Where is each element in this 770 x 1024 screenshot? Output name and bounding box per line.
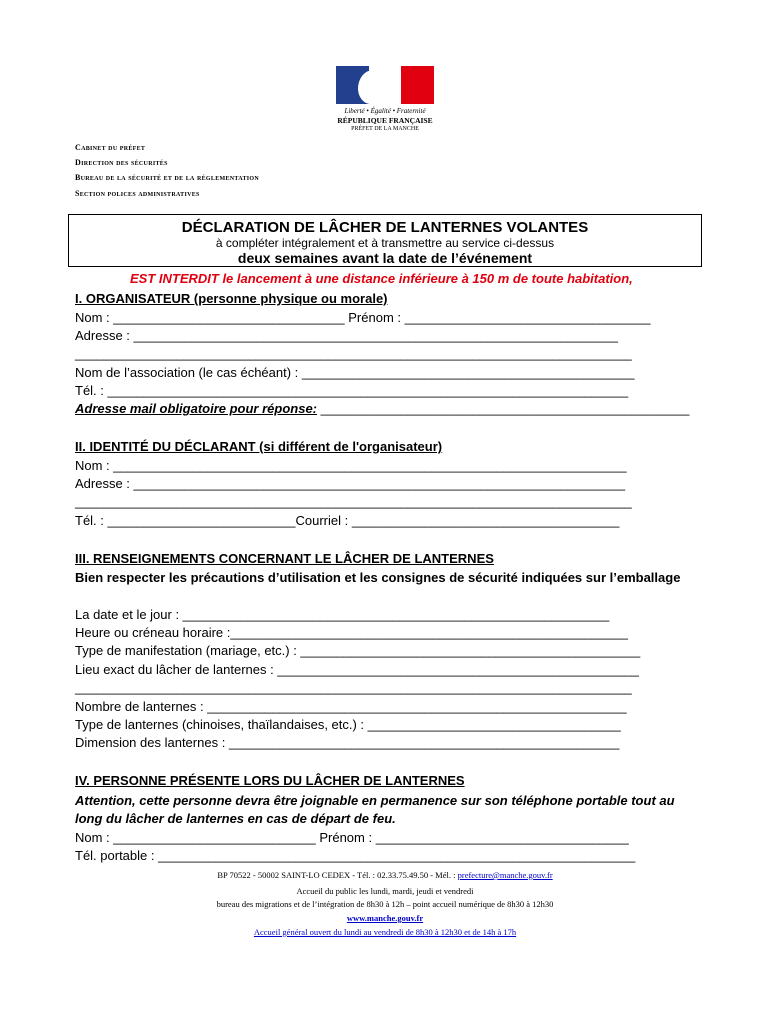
- declarant-name-field[interactable]: Nom : _______________________________________________________________________: [75, 458, 627, 473]
- marianne-flag-icon: [336, 66, 434, 104]
- present-person-phone-field[interactable]: Tél. portable : __________________________________________________________________: [75, 848, 636, 863]
- present-person-name-field[interactable]: Nom : ____________________________ Prénom : ___________________________________: [75, 830, 629, 845]
- email-label: Adresse mail obligatoire pour réponse:: [75, 401, 317, 416]
- event-type-field[interactable]: Type de manifestation (mariage, etc.) : _______________________________________________: [75, 643, 641, 658]
- title-box: [68, 214, 702, 267]
- logo-motto: Liberté • Égalité • Fraternité: [344, 107, 426, 115]
- admin-section: Section polices administratives: [75, 189, 200, 198]
- footer-public-hours: Accueil du public les lundi, mardi, jeudi et vendredi: [296, 886, 474, 896]
- event-date-field[interactable]: La date et le jour : ___________________________________________________________: [75, 607, 610, 622]
- admin-bureau: Bureau de la sécurité et de la réglementation: [75, 173, 259, 182]
- organizer-address-cont-field[interactable]: _____________________________________________________________________________: [75, 346, 632, 361]
- declarant-phone-email-field[interactable]: Tél. : __________________________Courriel : _____________________________________: [75, 513, 620, 528]
- general-hours-link[interactable]: Accueil général ouvert du lundi au vendredi de 8h30 à 12h30 et de 14h à 17h: [253, 927, 517, 937]
- release-location-cont-field[interactable]: _____________________________________________________________________________: [75, 680, 632, 695]
- admin-cabinet: Cabinet du préfet: [75, 143, 146, 152]
- section-3-heading: III. RENSEIGNEMENTS CONCERNANT LE LÂCHER DE LANTERNES: [75, 551, 494, 566]
- logo-prefect: PRÉFET DE LA MANCHE: [351, 126, 419, 132]
- organizer-phone-field[interactable]: Tél. : ________________________________________________________________________: [75, 383, 629, 398]
- form-title: DÉCLARATION DE LÂCHER DE LANTERNES VOLANTES: [181, 219, 589, 236]
- declarant-address-cont-field[interactable]: _____________________________________________________________________________: [75, 494, 632, 509]
- section-3-note: Bien respecter les précautions d’utilisation et les consignes de sécurité indiquées sur l’emballage: [75, 570, 681, 585]
- form-subtitle: à compléter intégralement et à transmettre au service ci-dessus: [215, 236, 555, 250]
- prefecture-logo: [334, 66, 436, 134]
- organizer-email-field[interactable]: [75, 401, 689, 416]
- association-name-field[interactable]: Nom de l’association (le cas échéant) : ______________________________________________: [75, 365, 635, 380]
- footer-general-hours: [0, 927, 770, 937]
- footer-migration: bureau des migrations et de l’intégration de 8h30 à 12h – point accueil numérique de 8h30 à 12h30: [216, 899, 554, 909]
- footer-address: [0, 870, 770, 880]
- lantern-type-field[interactable]: Type de lanternes (chinoises, thaïlandaises, etc.) : ___________________________________: [75, 717, 621, 732]
- organizer-address-field[interactable]: Adresse : ___________________________________________________________________: [75, 328, 618, 343]
- lantern-dimension-field[interactable]: Dimension des lanternes : ______________________________________________________: [75, 735, 620, 750]
- section-2-heading: II. IDENTITÉ DU DÉCLARANT (si différent de l'organisateur): [75, 439, 443, 454]
- admin-direction: Direction des sécurités: [75, 158, 168, 167]
- website-link[interactable]: www.manche.gouv.fr: [346, 913, 424, 923]
- logo-republic: RÉPUBLIQUE FRANÇAISE: [337, 116, 433, 125]
- email-line: ___________________________________________________: [317, 401, 690, 416]
- release-location-field[interactable]: Lieu exact du lâcher de lanternes : __________________________________________________: [75, 662, 639, 677]
- footer-email-link[interactable]: prefecture@manche.gouv.fr: [457, 870, 553, 880]
- time-slot-field[interactable]: Heure ou créneau horaire :_______________________________________________________: [75, 625, 629, 640]
- warning-text: EST INTERDIT le lancement à une distance inférieure à 150 m de toute habitation,: [130, 271, 633, 286]
- footer-website-link[interactable]: [0, 913, 770, 923]
- section-4-heading: IV. PERSONNE PRÉSENTE LORS DU LÂCHER DE LANTERNES: [75, 773, 465, 788]
- section-4-note: Attention, cette personne devra être joignable en permanence sur son téléphone portable tout au long du lâcher de lanternes en cas de départ de feu.: [75, 793, 675, 826]
- section-1-heading: I. ORGANISATEUR (personne physique ou morale): [75, 291, 388, 306]
- organizer-name-field[interactable]: Nom : ________________________________ Prénom : __________________________________: [75, 310, 651, 325]
- form-deadline: deux semaines avant la date de l’événement: [237, 250, 533, 266]
- footer-address-text: BP 70522 - 50002 SAINT-LO CEDEX - Tél. : 02.33.75.49.50 - Mél. :: [217, 870, 458, 880]
- lantern-count-field[interactable]: Nombre de lanternes : __________________________________________________________: [75, 699, 627, 714]
- declarant-address-field[interactable]: Adresse : ____________________________________________________________________: [75, 476, 626, 491]
